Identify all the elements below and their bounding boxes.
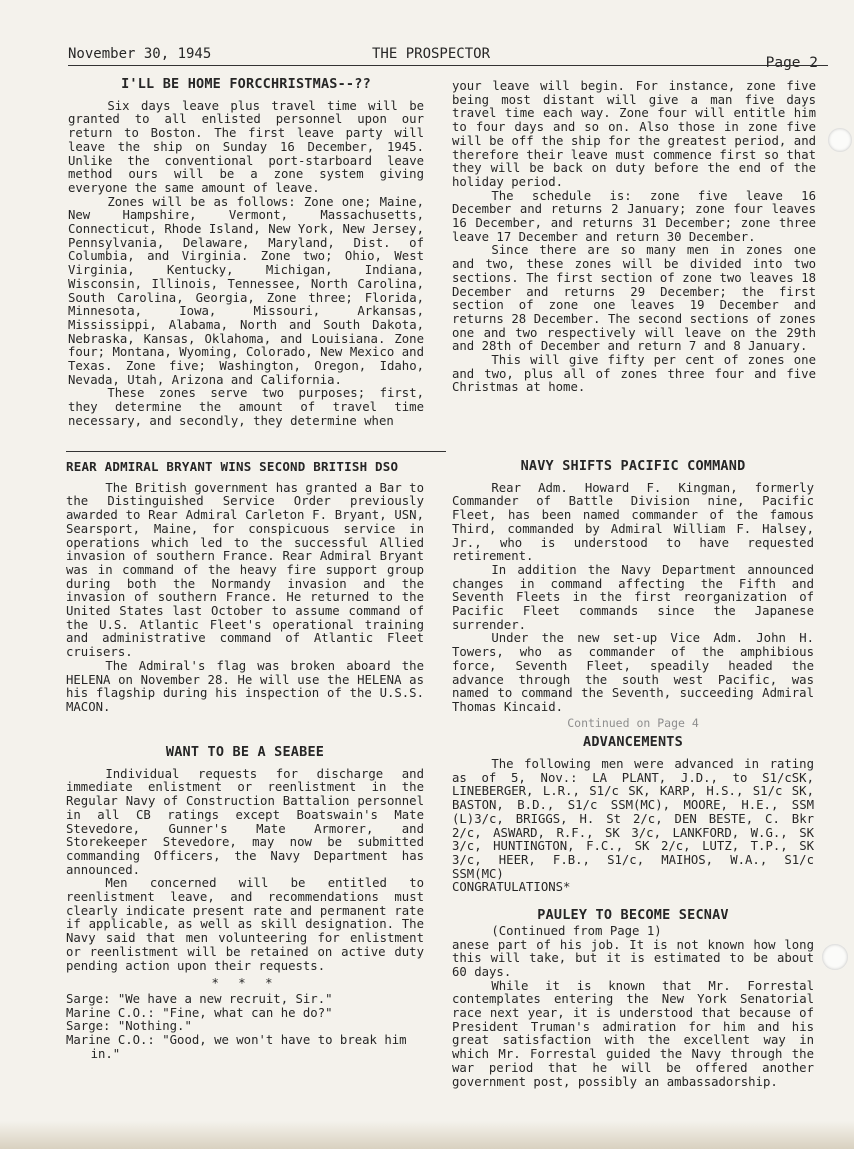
joke-line: Marine C.O.: "Good, we won't have to break him in." xyxy=(66,1033,407,1061)
joke-line: Marine C.O.: "Fine, what can he do?" xyxy=(66,1005,333,1020)
pacific-article xyxy=(452,458,814,1089)
christmas-paragraph: This will give fifty per cent of zones one and two, plus all of zones three four and five Christmas at home. xyxy=(452,353,816,395)
christmas-article-right xyxy=(452,80,816,395)
header-page-number: Page 2 xyxy=(765,55,818,71)
advancements-headline: ADVANCEMENTS xyxy=(583,734,683,751)
christmas-paragraph: These zones serve two purposes; first, they determine the amount of travel time necessary, and secondly, they determine when xyxy=(68,386,424,428)
advancements-congrats: CONGRATULATIONS* xyxy=(452,880,571,895)
pacific-headline: NAVY SHIFTS PACIFIC COMMAND xyxy=(520,458,746,474)
binder-hole xyxy=(822,944,848,970)
christmas-paragraph: Zones will be as follows: Zone one; Maine, New Hampshire, Vermont, Massachusetts, Connecticut, Rhode Island, New York, New Jersey, Pennsylvania, Delaware, Maryland, Dist. of Columbia, and Virginia. Zone two; Ohio, West Virginia, Kentucky, Michigan, Indiana, Wisconsin, Illinois, Tennessee, North Carolina, South Carolina, Georgia, Zone three; Florida, Minnesota, Iowa, Missouri, Arkansas, Mississippi, Alabama, North and South Dakota, Nebraska, Kansas, Oklahoma, and Louisiana. Zone four; Montana, Wyoming, Colorado, New Mexico and Texas. Zone five; Washington, Oregon, Idaho, Nevada, Utah, Arizona and California. xyxy=(68,194,424,387)
seabee-paragraph: Men concerned will be entitled to reenlistment leave, and recommendations must clearly indicate present rate and permanent rate if applicable, as well as skill designation. The Navy said that men volunteering for enlistment or reenlistment will be retained on active duty pending action upon their requests. xyxy=(66,876,424,973)
section-rule xyxy=(66,451,446,452)
header-rule xyxy=(68,65,828,66)
pacific-paragraph: Under the new set-up Vice Adm. John H. Towers, who as commander of the amphibious force, Seventh Fleet, speadily headed the advance through the south west Pacific, was named to command the Seventh, succeeding Admiral Thomas Kincaid. xyxy=(452,631,814,714)
christmas-paragraph: Six days leave plus travel time will be granted to all enlisted personnel upon our return to Boston. The first leave party will leave the ship on Sunday 16 December, 1945. Unlike the conventional port-starboard leave method ours will be a zone system giving everyone the same amount of leave. xyxy=(68,98,424,195)
bryant-article xyxy=(66,458,424,715)
section-stars: * * * xyxy=(211,976,279,991)
continued-note: Continued on Page 4 xyxy=(567,715,699,730)
header-date: November 30, 1945 xyxy=(68,46,212,62)
christmas-article-left xyxy=(68,76,424,429)
joke-line: Sarge: "Nothing." xyxy=(66,1019,192,1034)
bryant-headline: REAR ADMIRAL BRYANT WINS SECOND BRITISH DSO xyxy=(66,459,399,474)
christmas-headline: I'LL BE HOME FORCCHRISTMAS--?? xyxy=(121,76,371,92)
joke-line: Sarge: "We have a new recruit, Sir." xyxy=(66,991,333,1006)
paper-edge xyxy=(0,1121,854,1149)
pauley-continued-from: (Continued from Page 1) xyxy=(491,923,662,938)
header-title: THE PROSPECTOR xyxy=(372,46,491,62)
binder-hole xyxy=(828,128,852,152)
seabee-article xyxy=(66,744,424,1061)
christmas-paragraph: The schedule is: zone five leave 16 December and returns 2 January; zone four leaves 16 December, and returns 31 December; zone three leave 17 December and return 30 December. xyxy=(452,188,816,244)
pacific-paragraph: In addition the Navy Department announced changes in command affecting the Fifth and Seventh Fleets in the first reorganization of Pacific Fleet commands since the Japanese surrender. xyxy=(452,562,814,632)
bryant-paragraph: The British government has granted a Bar to the Distinguished Service Order previously awarded to Rear Admiral Carleton F. Bryant, USN, Searsport, Maine, for conspicuous service in operations which led to the successful Allied invasion of southern France. Rear Admiral Bryant was in command of the heavy fire support group during both the Normandy invasion and the invasion of southern France. He returned to the United States last October to assume command of the U.S. Atlantic Fleet's operational training and administrative command of Atlantic Fleet cruisers. xyxy=(66,480,424,660)
seabee-paragraph: Individual requests for discharge and immediate enlistment or reenlistment in the Regular Navy of Construction Battalion personnel in all CB ratings except Boatswain's Mate Stevedore, Gunner's Mate Armorer, and Storekeeper Stevedore, may now be submitted commanding Officers, the Navy Department has announced. xyxy=(66,766,424,877)
pauley-paragraph: While it is known that Mr. Forrestal contemplates entering the New York Senatorial race next year, it is understood that because of President Truman's admiration for him and his great satisfaction with the excellent way in which Mr. Forrestal guided the Navy through the war period that he will be offered another government post, possibly an ambassadorship. xyxy=(452,978,814,1089)
christmas-paragraph: your leave will begin. For instance, zone five being most distant will give a man five days travel time each way. Zone four will entitle him to four days and so on. Also those in zone five will be off the ship for the greatest period, and therefore their leave must commence first so that they will be back on duty before the end of the holiday period. xyxy=(452,79,816,189)
christmas-paragraph: Since there are so many men in zones one and two, these zones will be divided into two sections. The first section of zone two leaves 18 December and returns 29 December; the first section of zone one leaves 19 December and returns 28 December. The second sections of zones one and two respectively will leave on the 29th and 28th of December and return 7 and 8 January. xyxy=(452,243,816,354)
advancements-paragraph: The following men were advanced in rating as of 5, Nov.: LA PLANT, J.D., to S1/cSK, LINEBERGER, L.R., S1/c SK, KARP, H.S., S1/c SK, BASTON, B.D., S1/c SSM(MC), MOORE, H.E., SSM (L)3/c, BRIGGS, H. St 2/c, DEN BESTE, C. Bkr 2/c, ASWARD, R.F., SK 3/c, LANKFORD, W.G., SK 3/c, HUNTINGTON, F.C., SK 2/c, LUTZ, T.P., SK 3/c, HEER, F.B., S1/c, MAIHOS, W.A., S1/c SSM(MC) xyxy=(452,757,814,881)
pauley-paragraph: anese part of his job. It is not known how long this will take, but it is estimated to be about 60 days. xyxy=(452,937,814,979)
pacific-paragraph: Rear Adm. Howard F. Kingman, formerly Commander of Battle Division nine, Pacific Fleet, has been named commander of the famous Third, commanded by Admiral William F. Halsey, Jr., who is understood to have requested retirement. xyxy=(452,480,814,564)
pauley-headline: PAULEY TO BECOME SECNAV xyxy=(537,907,729,924)
bryant-paragraph: The Admiral's flag was broken aboard the HELENA on November 28. He will use the HELENA as his flagship during his inspection of the U.S.S. MACON. xyxy=(66,658,424,714)
seabee-headline: WANT TO BE A SEABEE xyxy=(165,744,325,760)
